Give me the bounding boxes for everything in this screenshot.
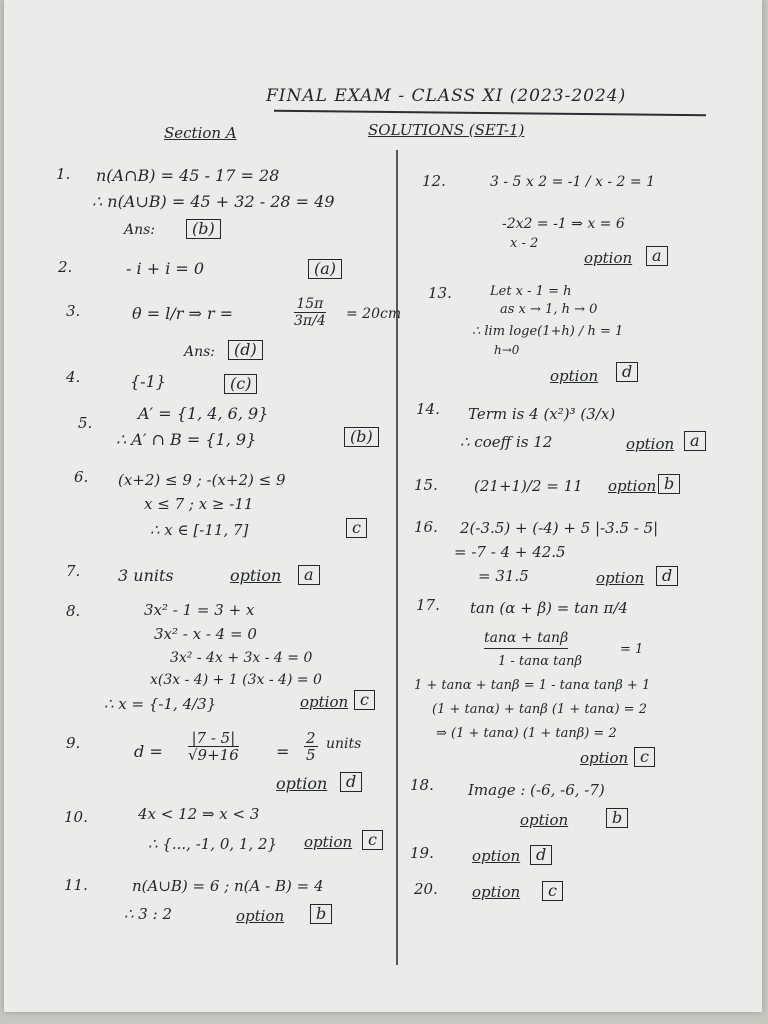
q19-answer-box: d	[530, 845, 552, 865]
question-number: 10.	[64, 808, 88, 826]
q17-line5: 1 + tanα + tanβ = 1 - tanα tanβ + 1	[414, 678, 651, 693]
q11-line2: ∴ 3 : 2	[124, 905, 172, 923]
q12-line3: x - 2	[510, 236, 539, 251]
q11-option-label: option	[236, 907, 285, 925]
q3-line2: = 20cm	[346, 306, 402, 322]
q6-line2: x ≤ 7 ; x ≥ -11	[144, 495, 254, 513]
q9-line1: d =	[134, 742, 163, 761]
question-number: 11.	[64, 876, 88, 894]
q16-line2: = -7 - 4 + 42.5	[454, 543, 566, 561]
question-number: 18.	[410, 776, 434, 794]
question-number: 4.	[66, 368, 81, 386]
q9-frac2-num: 2	[306, 729, 316, 747]
q3-answer-box: (d)	[228, 340, 263, 360]
q13-line2: as x → 1, h → 0	[500, 302, 598, 317]
q14-line1: Term is 4 (x²)³ (3/x)	[468, 405, 616, 423]
question-number: 14.	[416, 400, 440, 418]
q17-line6: (1 + tanα) + tanβ (1 + tanα) = 2	[432, 702, 647, 717]
q3-frac-num: 15π	[294, 296, 326, 313]
q15-option-label: option	[608, 477, 657, 495]
q1-answer-box: (b)	[186, 219, 221, 239]
q7-answer-box: a	[298, 565, 320, 585]
q7-option-label: option	[230, 566, 282, 585]
column-divider	[396, 150, 398, 965]
q20-option-label: option	[472, 883, 521, 901]
q16-line1: 2(-3.5) + (-4) + 5 |-3.5 - 5|	[460, 519, 659, 537]
q13-answer-box: d	[616, 362, 638, 382]
q10-line1: 4x < 12 ⇒ x < 3	[138, 805, 260, 823]
q5-answer-box: (b)	[344, 427, 379, 447]
question-number: 5.	[78, 414, 93, 432]
q11-line1: n(A∪B) = 6 ; n(A - B) = 4	[132, 877, 324, 895]
q4-answer-box: (c)	[224, 374, 257, 394]
q13-line1: Let x - 1 = h	[490, 284, 572, 299]
q18-option-label: option	[520, 811, 569, 829]
q9-frac2-den: 5	[306, 746, 316, 764]
q20-answer-box: c	[542, 881, 563, 901]
q6-line3: ∴ x ∈ [-11, 7]	[150, 521, 249, 539]
question-number: 16.	[414, 518, 438, 536]
q17-line1: tan (α + β) = tan π/4	[470, 599, 628, 617]
q1-line2: ∴ n(A∪B) = 45 + 32 - 28 = 49	[92, 192, 335, 211]
q12-line1: 3 - 5 x 2 = -1 / x - 2 = 1	[490, 174, 656, 190]
q8-line2: 3x² - x - 4 = 0	[154, 625, 257, 643]
question-number: 19.	[410, 844, 434, 862]
q9-frac-num: |7 - 5|	[188, 730, 239, 747]
question-number: 7.	[66, 562, 81, 580]
q11-answer-box: b	[310, 904, 332, 924]
q7-line1: 3 units	[118, 566, 174, 585]
answer-sheet	[4, 0, 762, 1012]
q2-line1: - i + i = 0	[126, 259, 205, 278]
q18-answer-box: b	[606, 808, 628, 828]
question-number: 1.	[56, 165, 71, 183]
q16-answer-box: d	[656, 566, 678, 586]
q13-line3: ∴ lim loge(1+h) / h = 1	[472, 324, 624, 339]
q3-ans-label: Ans:	[184, 344, 216, 360]
q14-option-label: option	[626, 435, 675, 453]
q8-option-label: option	[300, 693, 349, 711]
q13-option-label: option	[550, 367, 599, 385]
question-number: 17.	[416, 596, 440, 614]
q3-line1: θ = l/r ⇒ r =	[132, 304, 234, 323]
q17-option-label: option	[580, 749, 629, 767]
q1-line1: n(A∩B) = 45 - 17 = 28	[96, 166, 280, 185]
question-number: 3.	[66, 302, 81, 320]
question-number: 20.	[414, 880, 438, 898]
q19-option-label: option	[472, 847, 521, 865]
q10-option-label: option	[304, 833, 353, 851]
question-number: 12.	[422, 172, 446, 190]
q10-line2: ∴ {..., -1, 0, 1, 2}	[148, 835, 278, 853]
q18-line1: Image : (-6, -6, -7)	[468, 781, 605, 799]
q5-line1: A′ = {1, 4, 6, 9}	[138, 404, 269, 423]
q17-line3: 1 - tanα tanβ	[498, 654, 583, 669]
q15-line1: (21+1)/2 = 11	[474, 477, 583, 495]
q3-frac-den: 3π/4	[294, 313, 326, 329]
q14-line2: ∴ coeff is 12	[460, 433, 553, 451]
title-underline	[274, 110, 706, 117]
q8-line4: x(3x - 4) + 1 (3x - 4) = 0	[150, 672, 322, 688]
q17-line7: ⇒ (1 + tanα) (1 + tanβ) = 2	[436, 726, 617, 741]
question-number: 8.	[66, 602, 81, 620]
question-number: 2.	[58, 258, 73, 276]
q13-line4: h→0	[494, 343, 520, 357]
q4-line1: {-1}	[130, 372, 166, 391]
q12-answer-box: a	[646, 246, 668, 266]
q12-line2: -2x2 = -1 ⇒ x = 6	[502, 216, 625, 232]
q5-line2: ∴ A′ ∩ B = {1, 9}	[116, 430, 257, 449]
q12-option-label: option	[584, 249, 633, 267]
question-number: 6.	[74, 468, 89, 486]
q9-option-label: option	[276, 774, 328, 793]
q17-line4: = 1	[620, 642, 644, 657]
solutions-heading: SOLUTIONS (SET-1)	[368, 121, 525, 139]
q6-line1: (x+2) ≤ 9 ; -(x+2) ≤ 9	[118, 471, 286, 489]
q8-line5: ∴ x = {-1, 4/3}	[104, 695, 217, 713]
q9-equals: =	[276, 742, 290, 761]
section-heading: Section A	[164, 124, 237, 142]
q2-answer-box: (a)	[308, 259, 342, 279]
q16-option-label: option	[596, 569, 645, 587]
q1-ans-label: Ans:	[124, 222, 156, 238]
q8-line3: 3x² - 4x + 3x - 4 = 0	[170, 650, 313, 666]
q9-answer-box: d	[340, 772, 362, 792]
q8-answer-box: c	[354, 690, 375, 710]
q16-line3: = 31.5	[478, 567, 529, 585]
q8-line1: 3x² - 1 = 3 + x	[144, 601, 255, 619]
q10-answer-box: c	[362, 830, 383, 850]
q14-answer-box: a	[684, 431, 706, 451]
question-number: 9.	[66, 734, 81, 752]
question-number: 15.	[414, 476, 438, 494]
q9-frac-den: √9+16	[188, 746, 239, 764]
q6-answer-box: c	[346, 518, 367, 538]
q17-answer-box: c	[634, 747, 655, 767]
q15-answer-box: b	[658, 474, 680, 494]
page-title: FINAL EXAM - CLASS XI (2023-2024)	[266, 86, 627, 106]
q17-line2: tanα + tanβ	[484, 628, 568, 649]
question-number: 13.	[428, 284, 452, 302]
q9-units: units	[326, 736, 362, 752]
